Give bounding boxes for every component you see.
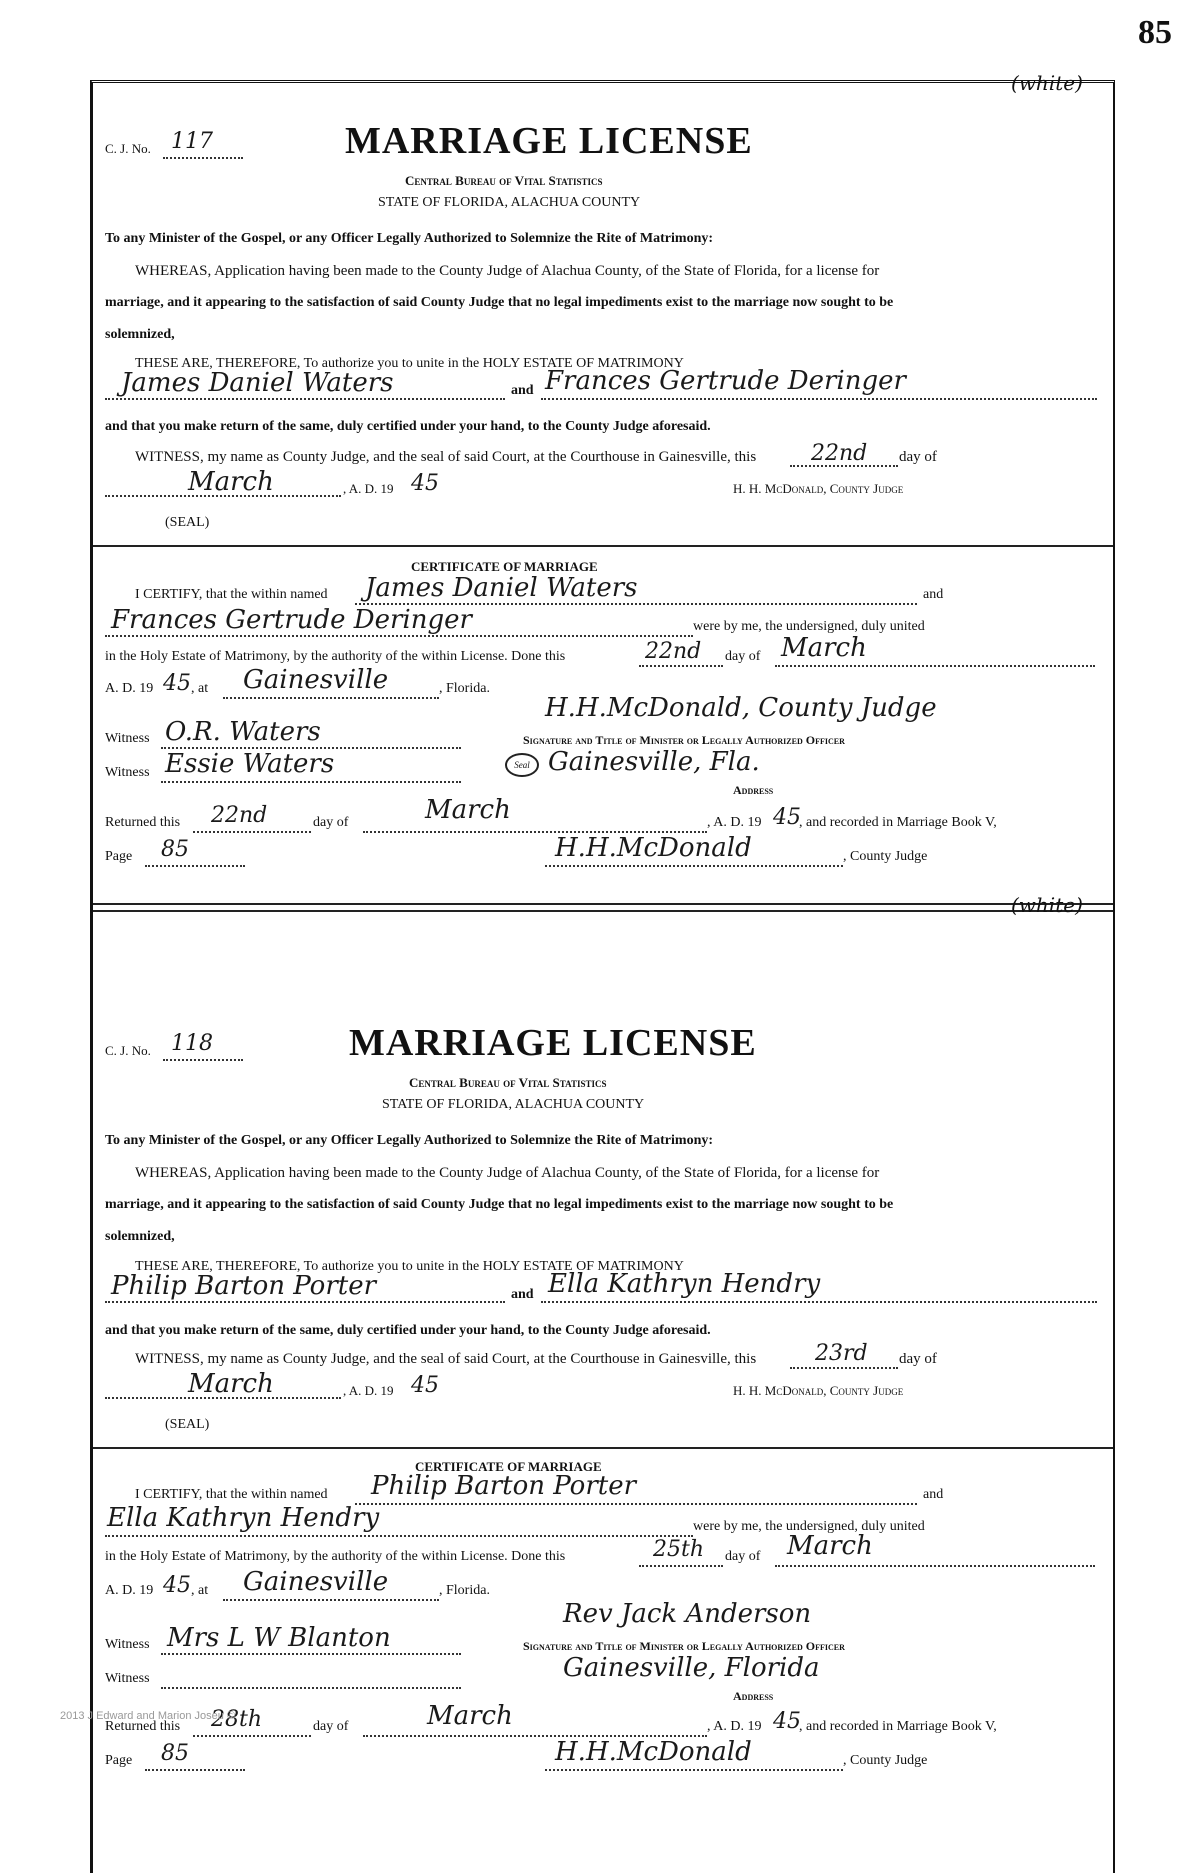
bride-name: Ella Kathryn Hendry [548, 1269, 821, 1299]
day-of-label: day of [899, 449, 937, 465]
done-place: Gainesville [243, 1567, 389, 1597]
returned-day-of: day of [313, 815, 349, 830]
done-place: Gainesville [243, 665, 389, 695]
signature-title-label: Signature and Title of Minister or Legally Authorized Officer [523, 1639, 845, 1653]
certify-label: I CERTIFY, that the within named [135, 1487, 328, 1502]
witness-label-1: Witness [105, 731, 150, 746]
address-line: To any Minister of the Gospel, or any Officer Legally Authorized to Solemnize the Rite of Matrimony: [105, 1133, 714, 1148]
ad-label: , A. D. 19 [343, 1383, 394, 1398]
seal-label: (SEAL) [165, 515, 210, 530]
done-day-of: day of [725, 649, 761, 664]
issue-day: 22nd [811, 441, 868, 466]
recorded-label: , and recorded in Marriage Book V, [799, 1719, 997, 1734]
returned-year: 45 [773, 805, 801, 830]
copyright-watermark: 2013 J Edward and Marion Joseu © [60, 1710, 236, 1722]
address-line: To any Minister of the Gospel, or any Officer Legally Authorized to Solemnize the Rite of Matrimony: [105, 231, 714, 246]
returned-month: March [425, 795, 511, 825]
page-label: Page [105, 1753, 133, 1768]
united-label: were by me, the undersigned, duly united [693, 1519, 925, 1534]
done-at-label: , at [191, 1583, 209, 1598]
recorded-label: , and recorded in Marriage Book V, [799, 815, 997, 830]
cert-name-2: Ella Kathryn Hendry [107, 1503, 380, 1533]
therefore-line: THESE ARE, THEREFORE, To authorize you to unite in the HOLY ESTATE OF MATRIMONY [135, 1259, 684, 1274]
done-day: 25th [653, 1537, 705, 1562]
and-label: and [511, 1287, 534, 1302]
cert-and-label: and [923, 587, 944, 602]
cj-number: 118 [171, 1031, 213, 1056]
seal-mark: Seal [505, 753, 539, 777]
page-number: 85 [1138, 14, 1172, 51]
witness-1: Mrs L W Blanton [167, 1623, 391, 1653]
certificate-heading: CERTIFICATE OF MARRIAGE [411, 559, 598, 574]
groom-name: Philip Barton Porter [111, 1271, 377, 1301]
signature-title-label: Signature and Title of Minister or Legally Authorized Officer [523, 733, 845, 747]
done-month: March [787, 1531, 873, 1561]
returned-day-of: day of [313, 1719, 349, 1734]
issue-year: 45 [411, 471, 439, 496]
corner-note: (white) [1011, 893, 1083, 917]
and-label: and [511, 383, 534, 398]
witness-2: Essie Waters [165, 749, 335, 779]
holy-estate-line: in the Holy Estate of Matrimony, by the authority of the within License. Done this [105, 1549, 566, 1564]
whereas-line-1: WHEREAS, Application having been made to the County Judge of Alachua County, of the State of Florida, for a license for [135, 1165, 880, 1181]
done-day: 22nd [645, 639, 702, 664]
whereas-line-2: marriage, and it appearing to the satisfaction of said County Judge that no legal impediments exist to the marriage now sought to be [105, 1197, 894, 1212]
officer-address: Gainesville, Florida [563, 1653, 820, 1683]
cj-number: 117 [171, 129, 213, 154]
return-line: and that you make return of the same, duly certified under your hand, to the County Judge aforesaid. [105, 1323, 711, 1338]
page-value: 85 [161, 837, 189, 862]
holy-estate-line: in the Holy Estate of Matrimony, by the authority of the within License. Done this [105, 649, 566, 664]
ad-label: , A. D. 19 [343, 481, 394, 496]
cj-label: C. J. No. [105, 141, 151, 156]
groom-name: James Daniel Waters [121, 368, 394, 398]
witness-label-2: Witness [105, 765, 150, 780]
certificate-heading: CERTIFICATE OF MARRIAGE [415, 1459, 602, 1474]
returned-label: Returned this [105, 1719, 181, 1734]
done-year: 45 [163, 671, 191, 696]
officiant-signature: Rev Jack Anderson [563, 1599, 812, 1629]
cert-name-1: Philip Barton Porter [371, 1471, 637, 1501]
done-ad-label: A. D. 19 [105, 1583, 154, 1598]
whereas-line-1: WHEREAS, Application having been made to the County Judge of Alachua County, of the State of Florida, for a license for [135, 263, 880, 279]
bride-name: Frances Gertrude Deringer [545, 366, 906, 396]
returned-month: March [427, 1701, 513, 1731]
officiant-signature: H.H.McDonald, County Judge [545, 693, 937, 723]
done-ad-label: A. D. 19 [105, 681, 154, 696]
returned-year: 45 [773, 1709, 801, 1734]
florida-label: , Florida. [439, 1583, 490, 1598]
witness-1: O.R. Waters [165, 717, 321, 747]
license-title: MARRIAGE LICENSE [349, 1022, 757, 1064]
county-judge-label: , County Judge [843, 1753, 928, 1768]
certify-label: I CERTIFY, that the within named [135, 587, 328, 602]
florida-label: , Florida. [439, 681, 490, 696]
corner-note: (white) [1011, 71, 1083, 95]
day-of-label: day of [899, 1351, 937, 1367]
return-line: and that you make return of the same, duly certified under your hand, to the County Judge aforesaid. [105, 419, 711, 434]
issue-month: March [188, 467, 274, 497]
address-label: Address [733, 1689, 774, 1703]
license-title: MARRIAGE LICENSE [345, 120, 753, 162]
returned-day: 28th [211, 1707, 263, 1732]
returned-label: Returned this [105, 815, 181, 830]
state-county: STATE OF FLORIDA, ALACHUA COUNTY [378, 195, 641, 210]
seal-label: (SEAL) [165, 1417, 210, 1432]
done-at-label: , at [191, 681, 209, 696]
therefore-line: THESE ARE, THEREFORE, To authorize you to unite in the HOLY ESTATE OF MATRIMONY [135, 356, 684, 371]
page-value: 85 [161, 1741, 189, 1766]
issue-day: 23rd [815, 1341, 868, 1366]
returned-day: 22nd [211, 803, 268, 828]
officer-address: Gainesville, Fla. [548, 747, 760, 777]
issue-month: March [188, 1369, 274, 1399]
witness-label-2: Witness [105, 1671, 150, 1686]
whereas-line-3: solemnized, [105, 327, 175, 342]
state-county: STATE OF FLORIDA, ALACHUA COUNTY [382, 1097, 645, 1112]
witness-label-1: Witness [105, 1637, 150, 1652]
united-label: were by me, the undersigned, duly united [693, 619, 925, 634]
county-judge-printed: H. H. McDonald, County Judge [733, 481, 904, 496]
done-month: March [781, 633, 867, 663]
returned-ad: , A. D. 19 [707, 1719, 762, 1734]
whereas-line-3: solemnized, [105, 1229, 175, 1244]
address-label: Address [733, 783, 774, 797]
county-judge-signature: H.H.McDonald [555, 833, 752, 863]
witness-line: WITNESS, my name as County Judge, and the seal of said Court, at the Courthouse in Gainesville, this [135, 449, 757, 465]
witness-line: WITNESS, my name as County Judge, and the seal of said Court, at the Courthouse in Gainesville, this [135, 1351, 757, 1367]
cert-name-1: James Daniel Waters [365, 573, 638, 603]
cj-label: C. J. No. [105, 1043, 151, 1058]
page-label: Page [105, 849, 133, 864]
county-judge-signature: H.H.McDonald [555, 1737, 752, 1767]
county-judge-printed: H. H. McDonald, County Judge [733, 1383, 904, 1398]
returned-ad: , A. D. 19 [707, 815, 762, 830]
cert-and-label: and [923, 1487, 944, 1502]
done-year: 45 [163, 1573, 191, 1598]
whereas-line-2: marriage, and it appearing to the satisfaction of said County Judge that no legal impediments exist to the marriage now sought to be [105, 295, 894, 310]
document-frame [90, 71, 1115, 1873]
county-judge-label: , County Judge [843, 849, 928, 864]
cert-name-2: Frances Gertrude Deringer [111, 605, 472, 635]
section-separator [93, 903, 1113, 912]
done-day-of: day of [725, 1549, 761, 1564]
bureau-name: Central Bureau of Vital Statistics [405, 173, 603, 188]
issue-year: 45 [411, 1373, 439, 1398]
bureau-name: Central Bureau of Vital Statistics [409, 1075, 607, 1090]
